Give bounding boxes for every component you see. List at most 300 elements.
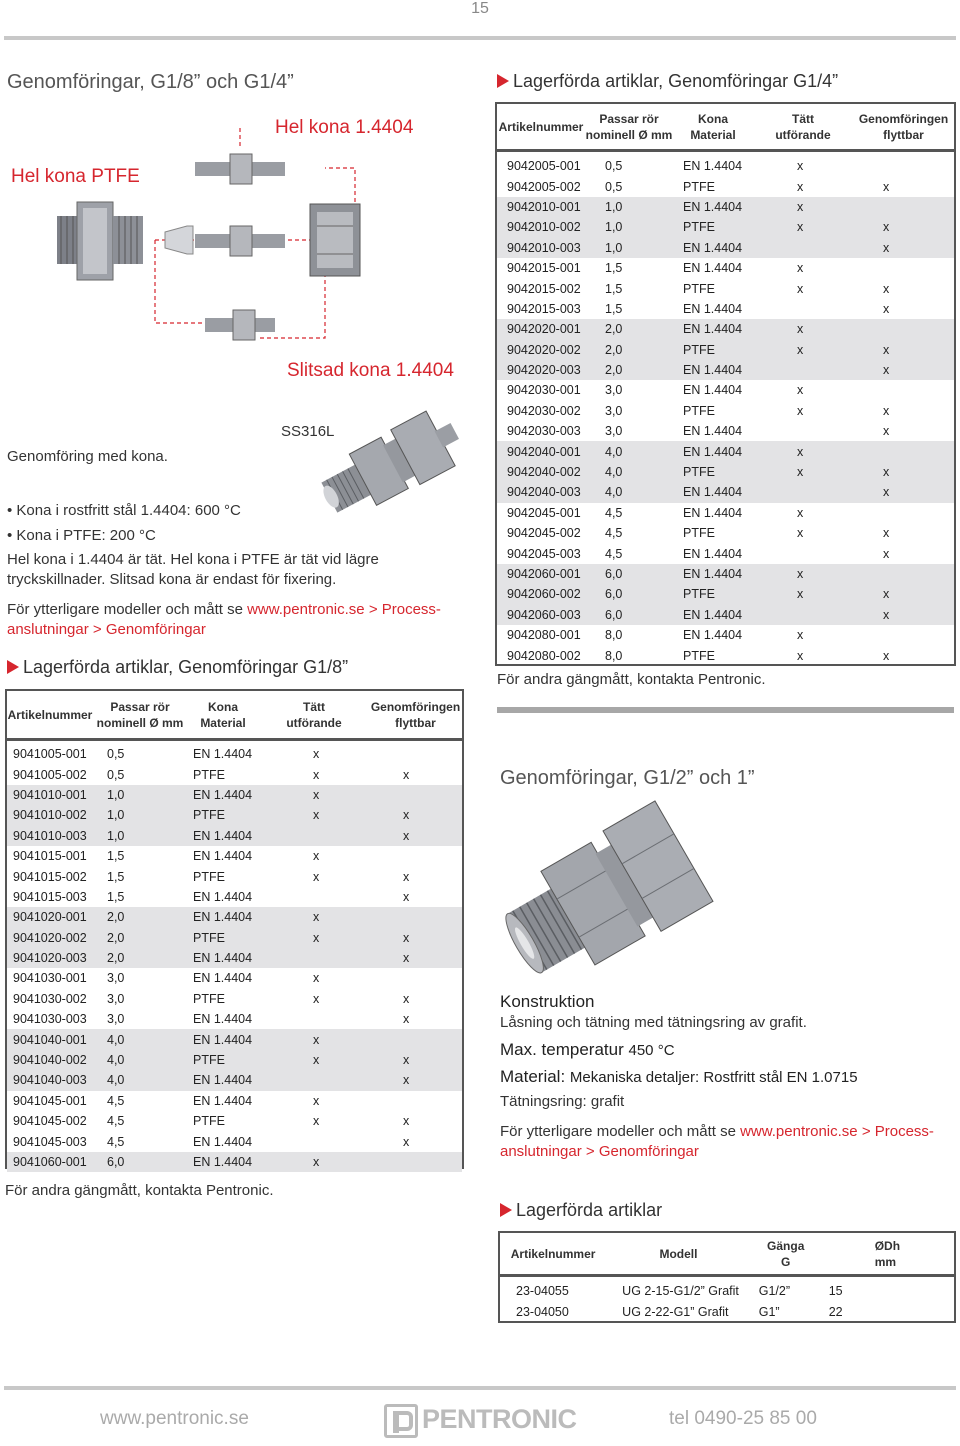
table-cell xyxy=(369,1029,462,1049)
table-cell: 1,5 xyxy=(605,281,623,296)
label-hel-kona-steel: Hel kona 1.4404 xyxy=(275,117,414,138)
table-cell: PTFE xyxy=(673,217,753,237)
table-cell xyxy=(753,605,853,625)
table-cell: x xyxy=(797,628,804,643)
table-cell: x xyxy=(313,747,320,762)
table-row xyxy=(7,928,462,948)
table-cell: 9041040-001 xyxy=(7,1029,93,1049)
table-cell: x xyxy=(853,360,954,380)
table-row xyxy=(7,785,462,805)
table-cell: x xyxy=(883,546,890,561)
table-row xyxy=(500,1301,954,1321)
table-cell: 15 xyxy=(828,1284,843,1299)
table-cell: x xyxy=(313,869,320,884)
konstruktion-heading: Konstruktion xyxy=(500,992,595,1011)
more-info-link-cont[interactable]: anslutningar > Genomföringar xyxy=(7,621,206,638)
table-cell: PTFE xyxy=(683,281,715,296)
table-cell: x xyxy=(369,948,462,968)
table-row xyxy=(497,278,954,298)
table-cell: 9041020-002 xyxy=(7,928,93,948)
table-row xyxy=(497,543,954,563)
col-artikelnummer: Artikelnummer xyxy=(7,708,93,722)
table-row xyxy=(497,625,954,645)
table-cell: 9041040-002 xyxy=(7,1050,93,1070)
table-cell: x xyxy=(753,340,853,360)
table-cell: 4,0 xyxy=(585,482,673,502)
table-cell: 6,0 xyxy=(585,605,673,625)
table-cell xyxy=(853,258,954,278)
table-cell xyxy=(853,564,954,584)
table-row xyxy=(7,764,462,784)
table-cell xyxy=(753,299,853,319)
table-cell: 2,0 xyxy=(585,360,673,380)
table-cell: EN 1.4404 xyxy=(187,1152,259,1172)
table-cell: x xyxy=(883,301,890,316)
max-temp-line: Max. temperatur 450 °C xyxy=(500,1040,675,1059)
table-cell: PTFE xyxy=(193,991,225,1006)
table-cell: 4,5 xyxy=(605,505,623,520)
more-info-link[interactable]: www.pentronic.se > Process- xyxy=(247,601,441,618)
table-cell xyxy=(259,948,369,968)
table-cell: EN 1.4404 xyxy=(673,441,753,461)
table-cell: EN 1.4404 xyxy=(193,1134,253,1149)
table-cell: 9042080-001 xyxy=(507,628,581,643)
more-info-link-right[interactable]: www.pentronic.se > Process- xyxy=(740,1123,934,1140)
pentronic-logo-icon xyxy=(384,1404,418,1438)
table-cell: PTFE xyxy=(673,340,753,360)
table-cell: 9041020-001 xyxy=(7,907,93,927)
table-row xyxy=(7,805,462,825)
table-row xyxy=(497,421,954,441)
footer-brand: PENTRONIC xyxy=(422,1404,577,1434)
table-cell: EN 1.4404 xyxy=(673,482,753,502)
table-cell: 1,0 xyxy=(585,217,673,237)
table-cell: 23-04055 xyxy=(516,1284,569,1299)
table-cell: x xyxy=(797,281,804,296)
table-cell: x xyxy=(753,441,853,461)
table-cell: PTFE xyxy=(683,179,715,194)
table-cell: x xyxy=(369,928,462,948)
table-cell: x xyxy=(313,971,320,986)
table-cell: x xyxy=(259,805,369,825)
table-cell xyxy=(853,156,954,176)
table-cell: x xyxy=(259,928,369,948)
g12-fitting-image xyxy=(500,800,720,980)
table-cell: 1,0 xyxy=(93,785,187,805)
table-cell: PTFE xyxy=(187,928,259,948)
table-cell xyxy=(369,785,462,805)
table-cell: EN 1.4404 xyxy=(193,747,253,762)
table-cell: 9042045-001 xyxy=(507,505,581,520)
table-cell: x xyxy=(403,889,410,904)
table-cell: G1/2” xyxy=(758,1284,790,1299)
table-cell: 4,0 xyxy=(585,441,673,461)
table-cell: 3,0 xyxy=(107,971,125,986)
table-row xyxy=(497,584,954,604)
table-cell: 9042060-003 xyxy=(497,605,585,625)
table-cell: 9042005-001 xyxy=(507,159,581,174)
table-cell xyxy=(853,625,954,645)
table-cell: x xyxy=(753,217,853,237)
table-cell: 2,0 xyxy=(93,928,187,948)
table-cell: 9042030-002 xyxy=(507,403,581,418)
table-cell: 0,5 xyxy=(605,179,623,194)
table-cell: 6,0 xyxy=(585,564,673,584)
table-cell: 2,0 xyxy=(93,907,187,927)
table-cell: x xyxy=(369,1070,462,1090)
table-cell: EN 1.4404 xyxy=(193,1093,253,1108)
table-cell: EN 1.4404 xyxy=(673,238,753,258)
section-divider xyxy=(497,707,954,713)
table-cell: 9042020-001 xyxy=(497,319,585,339)
table-cell xyxy=(753,360,853,380)
table-row xyxy=(497,238,954,258)
col-tatt: Tätt utförande xyxy=(286,700,342,730)
table-row xyxy=(7,1111,462,1131)
table-cell: x xyxy=(797,526,804,541)
table-row xyxy=(7,948,462,968)
col-tatt: Tätt utförande xyxy=(775,112,831,142)
table-cell: 9041045-001 xyxy=(13,1093,87,1108)
table-cell: PTFE xyxy=(193,1114,225,1129)
table-cell: 3,0 xyxy=(605,383,623,398)
table-cell: 9042040-002 xyxy=(497,462,585,482)
table-cell: x xyxy=(883,526,890,541)
col-kona: Kona Material xyxy=(200,700,246,730)
col-kona: Kona Material xyxy=(690,112,736,142)
table-cell: PTFE xyxy=(193,767,225,782)
table-cell: x xyxy=(313,1114,320,1129)
table-cell: x xyxy=(313,1093,320,1108)
table-cell xyxy=(753,421,853,441)
col-artikelnummer: Artikelnummer xyxy=(498,120,584,134)
table-cell: 4,0 xyxy=(93,1050,187,1070)
table-cell: x xyxy=(853,340,954,360)
table-row xyxy=(497,299,954,319)
table-cell: 9042010-003 xyxy=(497,238,585,258)
table-cell xyxy=(853,503,954,523)
table-g18 xyxy=(7,694,462,1172)
table-cell: 2,0 xyxy=(585,340,673,360)
table-cell: x xyxy=(369,826,462,846)
table-cell: EN 1.4404 xyxy=(673,319,753,339)
table-cell: EN 1.4404 xyxy=(193,971,253,986)
table-cell: x xyxy=(853,584,954,604)
table-cell: 1,5 xyxy=(107,869,125,884)
table-row xyxy=(7,1070,462,1090)
table-cell: 4,0 xyxy=(93,1070,187,1090)
table-cell: 4,0 xyxy=(585,462,673,482)
table-cell: EN 1.4404 xyxy=(673,564,753,584)
table-cell: 9041015-002 xyxy=(13,869,87,884)
table-cell: UG 2-22-G1” Grafit xyxy=(622,1304,729,1319)
table-cell xyxy=(369,1152,462,1172)
table-cell xyxy=(259,1009,369,1029)
table-cell: 9042045-002 xyxy=(507,526,581,541)
bottom-divider xyxy=(4,1386,956,1390)
table-row xyxy=(7,846,462,866)
table-cell: 9042015-001 xyxy=(507,261,581,276)
table-cell: EN 1.4404 xyxy=(683,159,743,174)
table-cell: EN 1.4404 xyxy=(673,360,753,380)
table-cell: PTFE xyxy=(187,1050,259,1070)
table-cell: 9042015-002 xyxy=(507,281,581,296)
stock-heading-g18: Lagerförda artiklar, Genomföringar G1/8” xyxy=(7,657,348,678)
table-cell: PTFE xyxy=(683,526,715,541)
table-row xyxy=(497,319,954,339)
table-row xyxy=(7,1029,462,1049)
table-cell: 9041015-003 xyxy=(13,889,87,904)
table-cell: x xyxy=(259,785,369,805)
table-cell xyxy=(369,1091,462,1111)
table-cell xyxy=(753,543,853,563)
material-line: Material: Mekaniska detaljer: Rostfritt stål EN 1.0715 xyxy=(500,1067,858,1086)
table-cell: x xyxy=(259,1050,369,1070)
table-cell: x xyxy=(403,1114,410,1129)
table-row xyxy=(7,866,462,886)
footer-phone: tel 0490-25 85 00 xyxy=(669,1408,817,1429)
table-cell: 3,0 xyxy=(107,1012,125,1027)
table-cell: x xyxy=(259,1029,369,1049)
table-row xyxy=(497,380,954,400)
table-cell xyxy=(369,968,462,988)
table-cell: UG 2-15-G1/2” Grafit xyxy=(622,1284,739,1299)
table-cell: x xyxy=(403,1012,410,1027)
table-cell: 1,5 xyxy=(605,261,623,276)
table-cell: PTFE xyxy=(187,805,259,825)
table-cell: EN 1.4404 xyxy=(187,948,259,968)
more-info-line: För ytterligare modeller och mått se www.pentronic.se > Process- xyxy=(7,601,441,618)
table-cell: EN 1.4404 xyxy=(673,197,753,217)
table-cell: PTFE xyxy=(673,462,753,482)
table-cell: 9042010-002 xyxy=(497,217,585,237)
table-cell: 9041030-003 xyxy=(13,1012,87,1027)
table-cell: 4,5 xyxy=(107,1134,125,1149)
table-cell: x xyxy=(797,403,804,418)
table-cell: G1” xyxy=(758,1304,780,1319)
table-row xyxy=(497,462,954,482)
table-row xyxy=(7,907,462,927)
table-cell: 22 xyxy=(828,1304,843,1319)
col-artikelnummer: Artikelnummer xyxy=(510,1247,596,1261)
table-row xyxy=(7,989,462,1009)
table-row xyxy=(497,197,954,217)
table-cell: 9042020-003 xyxy=(497,360,585,380)
table-cell xyxy=(369,744,462,764)
table-row xyxy=(497,360,954,380)
table-cell: EN 1.4404 xyxy=(673,605,753,625)
table-row xyxy=(7,887,462,907)
table-cell: 9042030-003 xyxy=(507,424,581,439)
table-cell: x xyxy=(369,1050,462,1070)
table-row xyxy=(497,564,954,584)
table-cell: x xyxy=(797,383,804,398)
table-cell: EN 1.4404 xyxy=(187,907,259,927)
table-cell xyxy=(753,238,853,258)
table-cell: 9041015-001 xyxy=(13,849,87,864)
table-row xyxy=(7,826,462,846)
table-cell: 9041005-001 xyxy=(13,747,87,762)
table-cell: EN 1.4404 xyxy=(683,301,743,316)
table-cell: 4,5 xyxy=(605,546,623,561)
table-cell xyxy=(753,482,853,502)
table-cell: x xyxy=(853,238,954,258)
konstruktion-text: Låsning och tätning med tätningsring av grafit. xyxy=(500,1014,807,1031)
table-small xyxy=(500,1235,954,1322)
table-cell xyxy=(259,826,369,846)
table-cell xyxy=(369,846,462,866)
table-cell: PTFE xyxy=(673,584,753,604)
table-cell: EN 1.4404 xyxy=(187,826,259,846)
table-row xyxy=(497,441,954,461)
section-heading-g12-g1: Genomföringar, G1/2” och 1” xyxy=(500,767,755,789)
table-cell: x xyxy=(753,319,853,339)
table-cell: x xyxy=(403,767,410,782)
footer-website[interactable]: www.pentronic.se xyxy=(100,1408,249,1429)
table-cell: x xyxy=(883,281,890,296)
table-cell: 1,0 xyxy=(93,826,187,846)
table-g14 xyxy=(497,106,954,666)
label-hel-kona-ptfe: Hel kona PTFE xyxy=(11,166,140,187)
table-cell: 9042040-003 xyxy=(497,482,585,502)
table-cell: 1,0 xyxy=(585,238,673,258)
footer-note-g18: För andra gängmått, kontakta Pentronic. xyxy=(5,1182,274,1199)
table-cell: EN 1.4404 xyxy=(683,261,743,276)
arrow-right-icon xyxy=(7,660,19,674)
col-flyttbar: Genomföringen flyttbar xyxy=(370,700,461,730)
arrow-right-icon xyxy=(497,74,509,88)
table-cell: 0,5 xyxy=(605,159,623,174)
table-cell: x xyxy=(313,991,320,1006)
table-row xyxy=(497,482,954,502)
bullet-1: • Kona i rostfritt stål 1.4404: 600 °C xyxy=(7,502,241,519)
table-cell: EN 1.4404 xyxy=(187,785,259,805)
table-cell: PTFE xyxy=(193,869,225,884)
table-cell: 4,5 xyxy=(605,526,623,541)
table-cell: x xyxy=(883,648,890,663)
table-row xyxy=(7,1152,462,1172)
table-cell: EN 1.4404 xyxy=(683,424,743,439)
table-cell: 9041060-001 xyxy=(7,1152,93,1172)
table-cell: 4,5 xyxy=(107,1093,125,1108)
table-row xyxy=(7,1131,462,1151)
table-cell: 9042040-001 xyxy=(497,441,585,461)
label-slitsad-kona: Slitsad kona 1.4404 xyxy=(287,360,454,381)
section-heading-g18-g14: Genomföringar, G1/8” och G1/4” xyxy=(7,71,294,93)
table-cell: 1,5 xyxy=(107,849,125,864)
table-cell: 9042010-001 xyxy=(497,197,585,217)
table-cell: x xyxy=(883,424,890,439)
table-cell: 9041005-002 xyxy=(13,767,87,782)
assembled-fitting-image xyxy=(300,405,465,523)
table-cell: x xyxy=(853,217,954,237)
table-cell: EN 1.4404 xyxy=(187,1070,259,1090)
table-cell xyxy=(259,1131,369,1151)
table-cell: EN 1.4404 xyxy=(683,546,743,561)
table-cell: EN 1.4404 xyxy=(193,1012,253,1027)
table-cell: 0,5 xyxy=(107,747,125,762)
table-cell: x xyxy=(797,179,804,194)
table-cell: x xyxy=(753,584,853,604)
table-cell: 9042060-001 xyxy=(497,564,585,584)
table-cell: x xyxy=(403,1134,410,1149)
table-cell xyxy=(369,907,462,927)
table-row xyxy=(7,1009,462,1029)
col-passar-ror: Passar rör nominell Ø mm xyxy=(585,112,673,142)
table-cell: 9042005-002 xyxy=(507,179,581,194)
table-cell xyxy=(853,319,954,339)
table-row xyxy=(497,401,954,421)
table-row xyxy=(7,744,462,764)
table-row xyxy=(497,645,954,665)
table-cell: 1,0 xyxy=(585,197,673,217)
table-cell: x xyxy=(797,159,804,174)
table-cell: x xyxy=(369,805,462,825)
table-cell: EN 1.4404 xyxy=(683,628,743,643)
stock-heading-g14: Lagerförda artiklar, Genomföringar G1/4” xyxy=(497,71,838,92)
arrow-right-icon xyxy=(500,1203,512,1217)
col-flyttbar: Genomföringen flyttbar xyxy=(858,112,949,142)
table-cell: 6,0 xyxy=(93,1152,187,1172)
table-cell: x xyxy=(853,605,954,625)
table-cell: x xyxy=(797,261,804,276)
table-cell: 9041010-001 xyxy=(7,785,93,805)
table-cell: 8,0 xyxy=(605,648,623,663)
table-cell: 9042080-002 xyxy=(507,648,581,663)
paragraph-line-1: Hel kona i 1.4404 är tät. Hel kona i PTFE är tät vid lägre xyxy=(7,551,379,568)
stock-heading-small: Lagerförda artiklar xyxy=(500,1200,662,1221)
table-cell: x xyxy=(753,197,853,217)
table-cell: EN 1.4404 xyxy=(683,505,743,520)
table-row xyxy=(497,605,954,625)
table-row xyxy=(497,523,954,543)
table-cell: x xyxy=(403,869,410,884)
table-cell xyxy=(259,1070,369,1090)
col-modell: Modell xyxy=(659,1247,698,1261)
table-cell: x xyxy=(259,907,369,927)
table-cell xyxy=(853,197,954,217)
table-row xyxy=(7,1091,462,1111)
table-row xyxy=(497,217,954,237)
table-cell: 4,0 xyxy=(93,1029,187,1049)
table-cell: 1,5 xyxy=(107,889,125,904)
page-number: 15 xyxy=(471,0,489,17)
more-info-link-right-cont[interactable]: anslutningar > Genomföringar xyxy=(500,1143,699,1160)
table-cell: 9041045-002 xyxy=(13,1114,87,1129)
table-cell: EN 1.4404 xyxy=(683,383,743,398)
table-cell: x xyxy=(853,482,954,502)
tatningsring-line: Tätningsring: grafit xyxy=(500,1093,625,1110)
table-cell: x xyxy=(313,767,320,782)
table-cell: 9041020-003 xyxy=(7,948,93,968)
table-cell: 1,5 xyxy=(605,301,623,316)
table-row xyxy=(497,156,954,176)
footer-note-g14: För andra gängmått, kontakta Pentronic. xyxy=(497,671,766,688)
table-cell: 2,0 xyxy=(93,948,187,968)
table-cell: 23-04050 xyxy=(516,1304,569,1319)
table-cell: 9041010-003 xyxy=(7,826,93,846)
table-cell: 2,0 xyxy=(585,319,673,339)
exploded-fitting-drawing xyxy=(5,108,465,388)
paragraph-line-2: tryckskillnader. Slitsad kona är endast för fixering. xyxy=(7,571,337,588)
table-cell: EN 1.4404 xyxy=(187,1029,259,1049)
table-cell: EN 1.4404 xyxy=(193,849,253,864)
table-cell: x xyxy=(313,849,320,864)
more-info-line-right: För ytterligare modeller och mått se www.pentronic.se > Process- xyxy=(500,1123,934,1140)
table-cell: 4,5 xyxy=(107,1114,125,1129)
table-cell: 0,5 xyxy=(107,767,125,782)
table-cell: 9042015-003 xyxy=(507,301,581,316)
